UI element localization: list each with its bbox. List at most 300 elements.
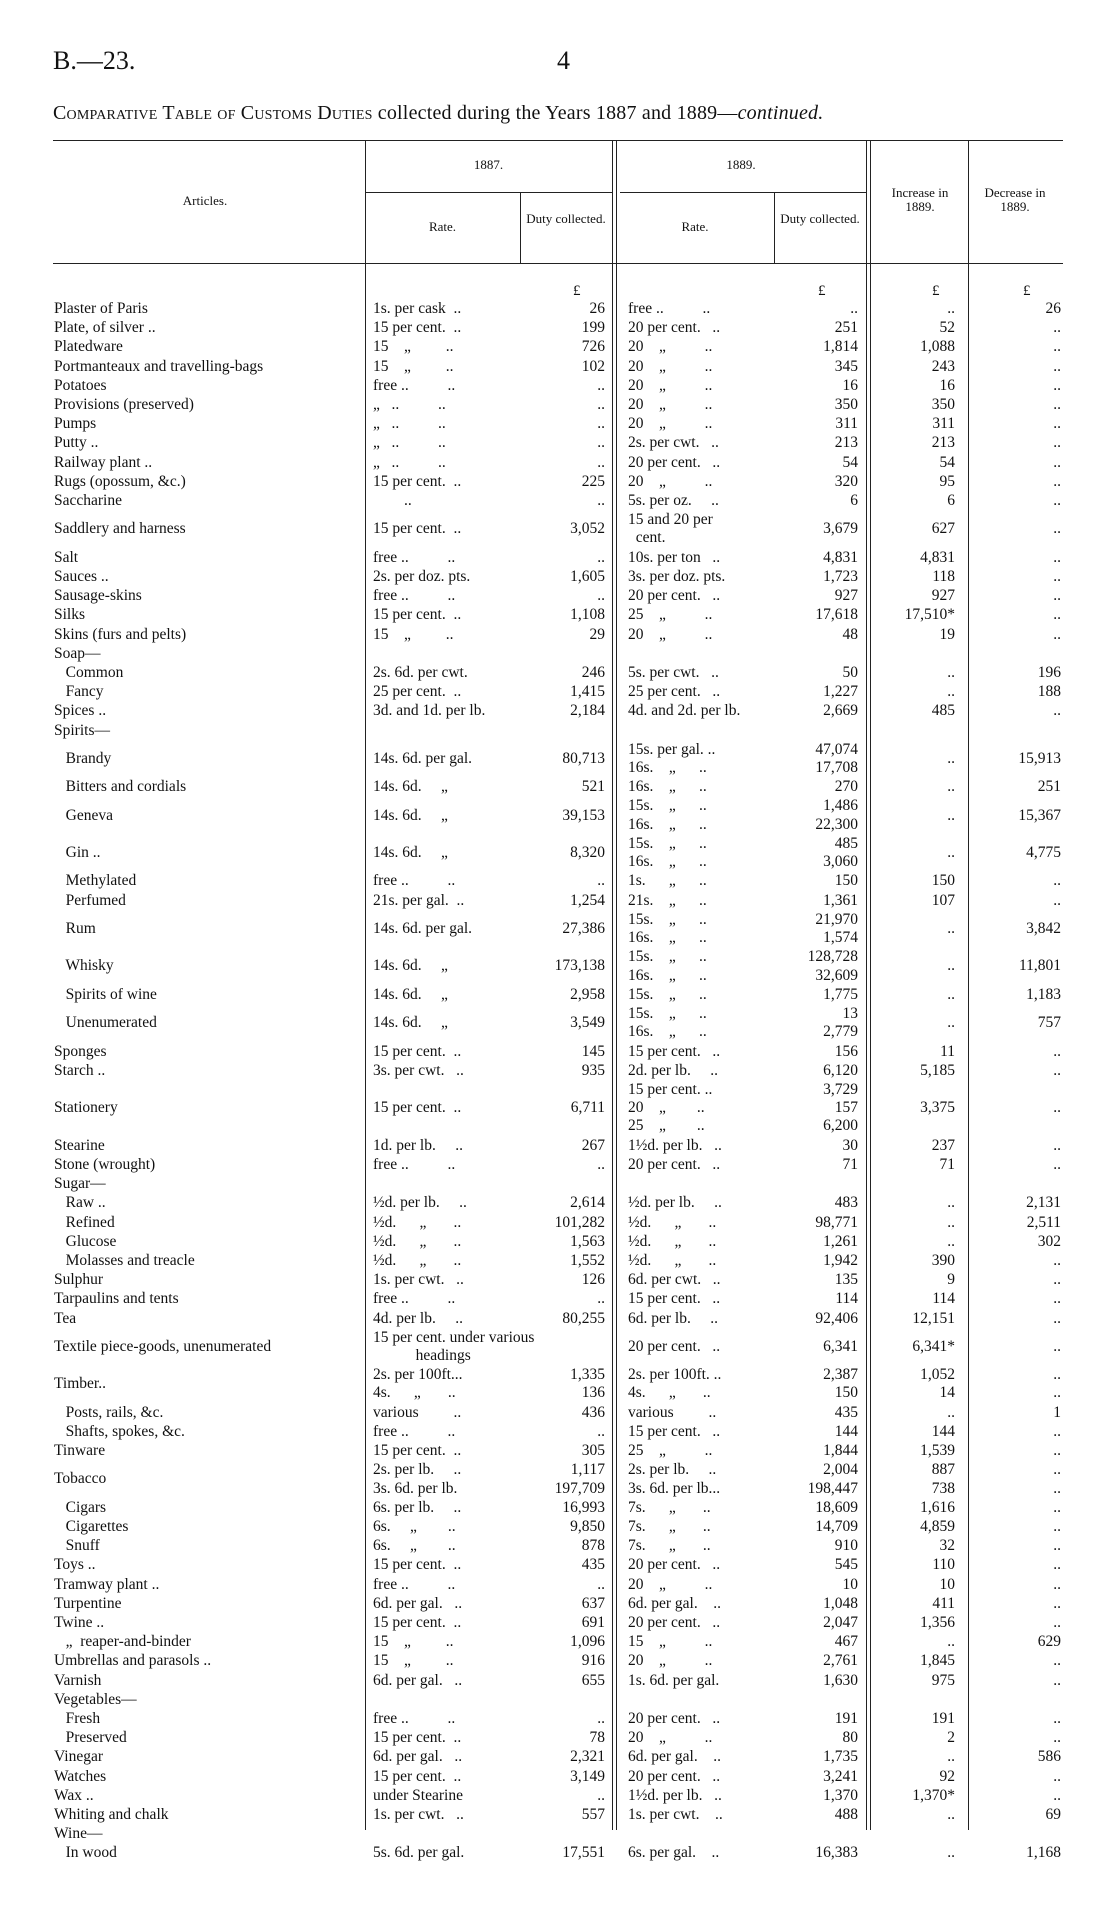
year-1889-header: 1889. [726, 157, 756, 172]
rate-1889-cell: ½d. „ .. [628, 1232, 717, 1250]
header-bottom-rule [53, 263, 1063, 264]
decrease-cell: 1,168 [1026, 1844, 1061, 1862]
rate-1889-cell: 20 „ .. [628, 357, 713, 375]
decrease-cell: .. [1053, 567, 1061, 585]
rate-1887-cell: 14s. 6d. „ [373, 778, 448, 796]
article-cell: Umbrellas and parasols .. [54, 1652, 212, 1670]
duty-1887-cell: .. [597, 492, 605, 509]
rate-1889-cell: 3s. per doz. pts. [628, 567, 726, 585]
decrease-cell: .. [1053, 1594, 1061, 1612]
article-cell: Rugs (opossum, &c.) [54, 472, 186, 490]
rate-1887-cell: 1s. per cwt. .. [373, 1806, 464, 1823]
increase-cell: 6,341* [912, 1337, 955, 1355]
rate-1889-cell: 15 per cent. .. [628, 1042, 721, 1060]
rate-1887-cell: 1s. per cask .. [373, 300, 462, 317]
article-cell: In wood [54, 1844, 117, 1862]
increase-cell: 237 [931, 1136, 955, 1154]
col-divider-rate87 [520, 192, 521, 263]
duty-1887-cell: 8,320 [570, 844, 605, 862]
rate-1887-cell: 21s. per gal. .. [373, 891, 465, 909]
rate-1887-cell: free .. .. [373, 587, 456, 605]
rate-1887-cell: „ .. .. [373, 434, 446, 452]
decrease-cell: .. [1053, 1767, 1061, 1785]
article-cell: Saccharine [54, 492, 122, 509]
rate-1889-cell: 6d. per gal. .. [628, 1594, 721, 1612]
duty-1889-cell: 98,771 [815, 1213, 858, 1231]
rate-1887-cell: ½d. „ .. [373, 1232, 462, 1250]
rate-1887-cell: ½d. „ .. [373, 1251, 462, 1269]
duty-1889-cell: 1,048 [823, 1594, 858, 1612]
rate-1887-cell: 2s. per 100ft... 4s. „ .. [373, 1366, 463, 1402]
rate-1887-cell: free .. .. [373, 1290, 456, 1308]
article-cell: Methylated [54, 872, 137, 890]
duty-1887-cell: 27,386 [562, 919, 605, 937]
rate-1887-cell: 15 per cent. .. [373, 472, 462, 490]
decrease-cell: 251 [1037, 778, 1061, 796]
article-cell: Provisions (preserved) [54, 396, 194, 413]
duty-1889-cell: 71 [842, 1155, 858, 1173]
rate-1889-cell: 7s. „ .. [628, 1518, 711, 1535]
decrease-cell: .. [1053, 1556, 1061, 1574]
duty-1889-cell: 54 [842, 453, 858, 471]
rate-1889-cell: 1½d. per lb. .. [628, 1786, 722, 1804]
duty-1887-cell: .. [597, 1155, 605, 1173]
increase-cell: 1,052 14 [920, 1366, 955, 1402]
article-cell: Silks [54, 606, 86, 624]
articles-header: Articles. [182, 193, 228, 208]
duty-1889-cell: 16 [842, 376, 858, 394]
rate-1887-cell: 15 „ .. [373, 338, 454, 356]
article-cell: Perfumed [54, 891, 126, 909]
rate-1887-cell: 1d. per lb. .. [373, 1136, 463, 1154]
year-1887-header: 1887. [473, 157, 504, 172]
article-cell: Refined [54, 1213, 115, 1231]
increase-cell: .. [947, 1014, 955, 1032]
duty-1889-cell: 213 [834, 434, 858, 452]
rate-1889-cell: 15s. „ .. 16s. „ .. [628, 797, 707, 833]
duty-1889-cell: 483 [834, 1194, 858, 1212]
decrease-cell: .. [1053, 1136, 1061, 1154]
decrease-cell: .. [1053, 1290, 1061, 1308]
duty-1887-cell: 267 [581, 1136, 605, 1154]
duty-1887-cell: 3,149 [570, 1767, 605, 1785]
article-cell: Saddlery and harness [54, 520, 186, 538]
article-cell: Twine .. [54, 1614, 105, 1631]
rate-1889-cell: 1½d. per lb. .. [628, 1136, 722, 1154]
duty-1889-cell: 128,728 32,609 [807, 948, 858, 984]
increase-cell: 927 [931, 587, 955, 605]
duty-1887-cell: 80,255 [562, 1309, 605, 1327]
decrease-cell: .. [1053, 492, 1061, 509]
decrease-cell: .. [1053, 396, 1061, 413]
duty-1887-cell: 691 [581, 1614, 605, 1631]
increase-cell: 3,375 [920, 1099, 955, 1117]
article-cell: Salt [54, 548, 79, 566]
duty-1889-cell: 927 [834, 587, 858, 605]
duty-1889-cell: 135 [834, 1271, 858, 1289]
article-cell: Spices .. [54, 702, 107, 720]
article-cell: Wax .. [54, 1786, 94, 1804]
article-cell: Tobacco [54, 1470, 107, 1488]
rate-1887-cell: „ .. .. [373, 415, 446, 433]
rate-1889-cell: 20 per cent. .. [628, 1337, 721, 1355]
article-cell: Molasses and treacle [54, 1251, 195, 1269]
increase-cell: 191 [931, 1710, 955, 1727]
decrease-cell: .. [1053, 891, 1061, 909]
rate-1889-cell: 1s. per cwt. .. [628, 1806, 723, 1823]
rate-1887-cell: „ .. .. [373, 396, 446, 413]
duty-1887-cell: .. [597, 453, 605, 471]
decrease-cell: 3,842 [1026, 919, 1061, 937]
duty-1887-cell: .. [597, 587, 605, 605]
duty-1889-cell: 2,004 198,447 [807, 1461, 858, 1497]
decrease-cell: .. [1053, 702, 1061, 720]
decrease-header: Decrease in 1889. [984, 185, 1046, 214]
article-cell: Preserved [54, 1729, 127, 1747]
increase-cell: 887 738 [931, 1461, 955, 1497]
decrease-cell: .. [1053, 1422, 1061, 1440]
article-cell: Gin .. [54, 844, 101, 862]
duty-1889-cell: 6,341 [823, 1337, 858, 1355]
increase-cell: .. [947, 806, 955, 824]
decrease-cell: .. [1053, 1099, 1061, 1117]
duty-1889-cell: 251 [834, 319, 858, 337]
rate-1889-cell: 15s. per gal. .. 16s. „ .. [628, 740, 716, 776]
article-cell: Potatoes [54, 376, 107, 394]
page-title [53, 102, 1073, 125]
duty-1887-cell: 173,138 [554, 957, 605, 975]
duty-1889-cell: 21,970 1,574 [815, 910, 858, 947]
rate-1889-cell: 20 „ .. [628, 625, 713, 643]
increase-cell: 1,356 [920, 1614, 955, 1631]
article-cell: Raw .. [54, 1194, 106, 1212]
duty-1887-cell: .. [597, 1710, 605, 1727]
rate-1889-cell: 2s. per cwt. .. [628, 434, 719, 452]
decrease-cell: .. [1053, 434, 1061, 452]
duty-1889-cell: 30 [842, 1136, 858, 1154]
rate-1889-cell: 20 „ .. [628, 415, 713, 433]
increase-cell: 19 [939, 625, 955, 643]
rate-1889-cell: 6d. per gal. .. [628, 1748, 721, 1766]
increase-cell: 975 [931, 1671, 955, 1689]
article-cell: Tea [54, 1309, 77, 1327]
article-cell: Tarpaulins and tents [54, 1290, 179, 1308]
decrease-cell: .. [1053, 625, 1061, 643]
decrease-cell: 69 [1045, 1806, 1061, 1823]
increase-cell: .. [947, 1633, 955, 1651]
decrease-cell: .. [1053, 1271, 1061, 1289]
duty-1889-cell: 2,669 [823, 702, 858, 720]
rate-1889-cell: 20 per cent. .. [628, 1614, 721, 1631]
article-cell: Railway plant .. [54, 453, 153, 471]
increase-cell: 118 [932, 567, 955, 585]
article-cell: Shafts, spokes, &c. [54, 1422, 185, 1440]
duty-1889-cell: 18,609 [815, 1498, 858, 1516]
rate-1887-cell: free .. .. [373, 1422, 456, 1440]
title-smallcaps: Comparative Table of Customs Duties [53, 102, 373, 124]
duty-1887-cell: 1,605 [570, 567, 605, 585]
increase-cell: 52 [939, 319, 955, 337]
decrease-cell: 302 [1037, 1232, 1061, 1250]
increase-cell: 6 [947, 492, 955, 509]
increase-cell: .. [947, 919, 955, 937]
duty-1887-cell: 17,551 [562, 1844, 605, 1862]
rate-1887-cell: free .. .. [373, 548, 456, 566]
article-cell: Whisky [54, 957, 114, 975]
increase-cell: .. [947, 1403, 955, 1421]
duty-1889-cell: 6 [850, 492, 858, 509]
increase-cell: .. [947, 683, 955, 701]
increase-cell: 12,151 [912, 1309, 955, 1327]
article-cell: Unenumerated [54, 1014, 157, 1032]
decrease-cell: 4,775 [1026, 844, 1061, 862]
duty-1887-cell: 29 [589, 625, 605, 643]
duty-1889-cell: 1,227 [823, 683, 858, 701]
duty-1889-cell: 17,618 [815, 606, 858, 624]
article-cell: Cigars [54, 1498, 107, 1516]
rate-1889-cell: 10s. per ton .. [628, 548, 721, 566]
decrease-cell: .. .. [1053, 1461, 1061, 1497]
increase-cell: 4,831 [920, 548, 955, 566]
rate-1887-cell: 14s. 6d. „ [373, 844, 448, 862]
rate-1889-cell: various .. [628, 1403, 717, 1421]
rate-1887-cell: .. [373, 492, 412, 509]
decrease-cell: .. [1053, 1442, 1061, 1460]
rate-1887-cell: 6d. per gal. .. [373, 1594, 463, 1612]
rate-1889-cell: 20 „ .. [628, 1729, 713, 1747]
article-cell: Toys .. [54, 1556, 96, 1574]
duty-1887-cell: .. [597, 872, 605, 890]
increase-cell: 110 [932, 1556, 955, 1574]
decrease-cell: .. [1053, 1537, 1061, 1555]
article-cell: Tramway plant .. [54, 1575, 160, 1593]
rate-1887-cell: 15 per cent. .. [373, 1442, 462, 1460]
decrease-cell: 2,131 [1026, 1194, 1061, 1212]
duty-1887-header: Duty collected. [526, 211, 606, 226]
rate-1889-cell: 20 „ .. [628, 1575, 713, 1593]
duty-1889-cell: 350 [834, 396, 858, 413]
duty-1887-cell: 6,711 [570, 1099, 605, 1117]
article-cell: Rum [54, 919, 96, 937]
rate-1887-cell: 15 „ .. [373, 625, 454, 643]
year-1889-subrule [620, 192, 866, 193]
increase-cell: 9 [947, 1271, 955, 1289]
col-divider-1889-inc [866, 140, 867, 1830]
article-cell: Pumps [54, 415, 97, 433]
article-cell: Platedware [54, 338, 123, 356]
duty-1887-cell: 557 [581, 1806, 605, 1823]
rate-1887-cell: 14s. 6d. per gal. [373, 749, 473, 767]
rate-1889-cell: 5s. per cwt. .. [628, 663, 719, 681]
article-cell: Turpentine [54, 1594, 122, 1612]
duty-1889-cell: 156 [834, 1042, 858, 1060]
duty-1887-cell: 1,108 [570, 606, 605, 624]
increase-cell: 1,845 [920, 1652, 955, 1670]
duty-1887-cell: 2,614 [570, 1194, 605, 1212]
rate-1887-cell: 2s. per lb. .. 3s. 6d. per lb. [373, 1461, 462, 1497]
duty-1887-cell: 1,096 [570, 1633, 605, 1651]
rate-1889-cell: ½d. „ .. [628, 1213, 717, 1231]
decrease-cell: 757 [1037, 1014, 1061, 1032]
increase-cell: 411 [932, 1594, 955, 1612]
duty-1887-cell: 101,282 [554, 1213, 605, 1231]
duty-1889-cell: 10 [842, 1575, 858, 1593]
article-cell: Skins (furs and pelts) [54, 625, 187, 643]
rate-1889-cell: 20 „ .. [628, 376, 713, 394]
rate-1887-cell: 15 „ .. [373, 1652, 454, 1670]
duty-1889-cell: 16,383 [815, 1844, 858, 1862]
duty-1887-cell: 9,850 [570, 1518, 605, 1535]
article-cell: Glucose [54, 1232, 117, 1250]
decrease-cell: .. [1053, 1498, 1061, 1516]
col-divider-1887-1889b [616, 140, 617, 1830]
duty-1889-cell: 1,723 [823, 567, 858, 585]
duty-1889-cell: 270 [834, 778, 858, 796]
title-continued: continued. [737, 102, 824, 124]
col-divider-1889-incb [870, 140, 871, 1830]
rate-1889-cell: 15 per cent. .. [628, 1290, 721, 1308]
article-cell: Wine— [54, 1825, 103, 1843]
article-cell: Fresh [54, 1710, 101, 1727]
decrease-cell: .. [1053, 357, 1061, 375]
decrease-cell: .. [1053, 1729, 1061, 1747]
rate-1889-cell: 20 per cent. .. [628, 453, 721, 471]
decrease-cell: .. [1053, 376, 1061, 394]
decrease-cell: .. [1053, 1061, 1061, 1079]
decrease-cell: .. [1053, 472, 1061, 490]
article-cell: Posts, rails, &c. [54, 1403, 164, 1421]
rate-1887-cell: 15 per cent. .. [373, 1729, 462, 1747]
article-cell: Stearine [54, 1136, 105, 1154]
rate-1889-cell: 15 „ .. [628, 1633, 713, 1651]
duty-1889-cell: 2,047 [823, 1614, 858, 1631]
duty-1887-cell: 2,321 [570, 1748, 605, 1766]
increase-cell: 4,859 [920, 1518, 955, 1535]
duty-1889-cell: 467 [834, 1633, 858, 1651]
article-cell: „ reaper-and-binder [54, 1633, 191, 1651]
rate-1887-cell: 15 per cent. .. [373, 319, 462, 337]
increase-cell: 1,616 [920, 1498, 955, 1516]
increase-cell: .. [947, 1194, 955, 1212]
rate-1889-cell: 15s. „ .. 16s. „ .. [628, 948, 707, 984]
rate-1887-cell: 14s. 6d. „ [373, 985, 448, 1003]
duty-1887-cell: .. [597, 548, 605, 566]
duty-1889-cell: 13 2,779 [823, 1005, 858, 1041]
currency-increase: £ [932, 283, 940, 299]
duty-1887-cell: 878 [581, 1537, 605, 1555]
increase-cell: 71 [939, 1155, 955, 1173]
duty-1889-cell: 6,120 [823, 1061, 858, 1079]
increase-cell: 16 [939, 376, 955, 394]
duty-1889-cell: .. [850, 300, 858, 317]
rate-1887-cell: 14s. 6d. „ [373, 806, 448, 824]
duty-1889-cell: 3,241 [823, 1767, 858, 1785]
decrease-cell: 11,801 [1018, 957, 1061, 975]
increase-cell: 114 [932, 1290, 955, 1308]
rate-1889-cell: 20 per cent. .. [628, 1767, 721, 1785]
rate-1889-cell: 20 per cent. .. [628, 1556, 721, 1574]
duty-1887-cell: 436 [581, 1403, 605, 1421]
rate-1887-cell: „ .. .. [373, 453, 446, 471]
duty-1887-cell: 199 [581, 319, 605, 337]
rate-1889-cell: 1s. „ .. [628, 872, 707, 890]
duty-1887-cell: 726 [581, 338, 605, 356]
rate-1887-cell: ½d. „ .. [373, 1213, 462, 1231]
rate-1887-cell: 6s. „ .. [373, 1537, 456, 1555]
rate-1889-cell: 2d. per lb. .. [628, 1061, 718, 1079]
article-cell: Timber.. [54, 1375, 106, 1393]
rate-1887-cell: 6s. per lb. .. [373, 1498, 462, 1516]
duty-1887-cell: 655 [581, 1671, 605, 1689]
duty-1887-cell: 1,254 [570, 891, 605, 909]
duty-1887-cell: .. [597, 434, 605, 452]
article-cell: Plaster of Paris [54, 300, 148, 317]
duty-1887-cell: 1,563 [570, 1232, 605, 1250]
article-cell: Putty .. [54, 434, 99, 452]
article-cell: Tinware [54, 1442, 106, 1460]
increase-cell: .. [947, 749, 955, 767]
article-cell: Sauces .. [54, 567, 109, 585]
decrease-cell: .. [1053, 415, 1061, 433]
decrease-cell: .. [1053, 1652, 1061, 1670]
rate-1887-cell: 15 „ .. [373, 357, 454, 375]
decrease-cell: 188 [1037, 683, 1061, 701]
increase-cell: 144 [931, 1422, 955, 1440]
rate-1889-cell: 15 per cent. .. [628, 1422, 721, 1440]
increase-cell: .. [947, 985, 955, 1003]
increase-cell: .. [947, 844, 955, 862]
duty-1887-cell: .. [597, 1422, 605, 1440]
article-cell: Sulphur [54, 1271, 104, 1289]
increase-cell: .. [947, 1213, 955, 1231]
article-cell: Snuff [54, 1537, 100, 1555]
duty-1889-cell: 2,387 150 [823, 1366, 858, 1402]
increase-cell: 10 [939, 1575, 955, 1593]
duty-1889-cell: 2,761 [823, 1652, 858, 1670]
rate-1889-cell: 25 „ .. [628, 606, 713, 624]
rate-1887-cell: 15 per cent. .. [373, 606, 462, 624]
duty-1887-cell: 916 [581, 1652, 605, 1670]
col-divider-rate89 [774, 192, 775, 263]
rate-1889-cell: 15s. „ .. [628, 985, 707, 1003]
decrease-cell: 196 [1037, 663, 1061, 681]
rate-1887-cell: 14s. 6d. „ [373, 957, 448, 975]
increase-cell: 350 [931, 396, 955, 413]
duty-1887-cell: .. [597, 396, 605, 413]
increase-cell: 32 [939, 1537, 955, 1555]
rate-1889-cell: 2s. per 100ft. .. 4s. „ .. [628, 1366, 722, 1402]
rate-1887-cell: 6d. per gal. .. [373, 1748, 463, 1766]
increase-cell: 95 [939, 472, 955, 490]
rate-1887-header: Rate. [428, 219, 457, 234]
rate-1889-cell: 25 per cent. .. [628, 683, 721, 701]
duty-1889-cell: 80 [842, 1729, 858, 1747]
increase-cell: 243 [931, 357, 955, 375]
year-1887-subrule [365, 192, 612, 193]
duty-1887-cell: 3,052 [570, 520, 605, 538]
increase-cell: 107 [931, 891, 955, 909]
duty-1889-cell: 48 [842, 625, 858, 643]
duty-1887-cell: 39,153 [562, 806, 605, 824]
article-cell: Stone (wrought) [54, 1155, 156, 1173]
page-header [53, 46, 1063, 76]
duty-1889-cell: 191 [834, 1710, 858, 1727]
decrease-cell: 15,367 [1018, 806, 1061, 824]
duty-1887-cell: 2,184 [570, 702, 605, 720]
rate-1887-cell: 15 per cent. .. [373, 1042, 462, 1060]
decrease-cell: 1 [1053, 1403, 1061, 1421]
rate-1889-cell: 20 per cent. .. [628, 1710, 721, 1727]
